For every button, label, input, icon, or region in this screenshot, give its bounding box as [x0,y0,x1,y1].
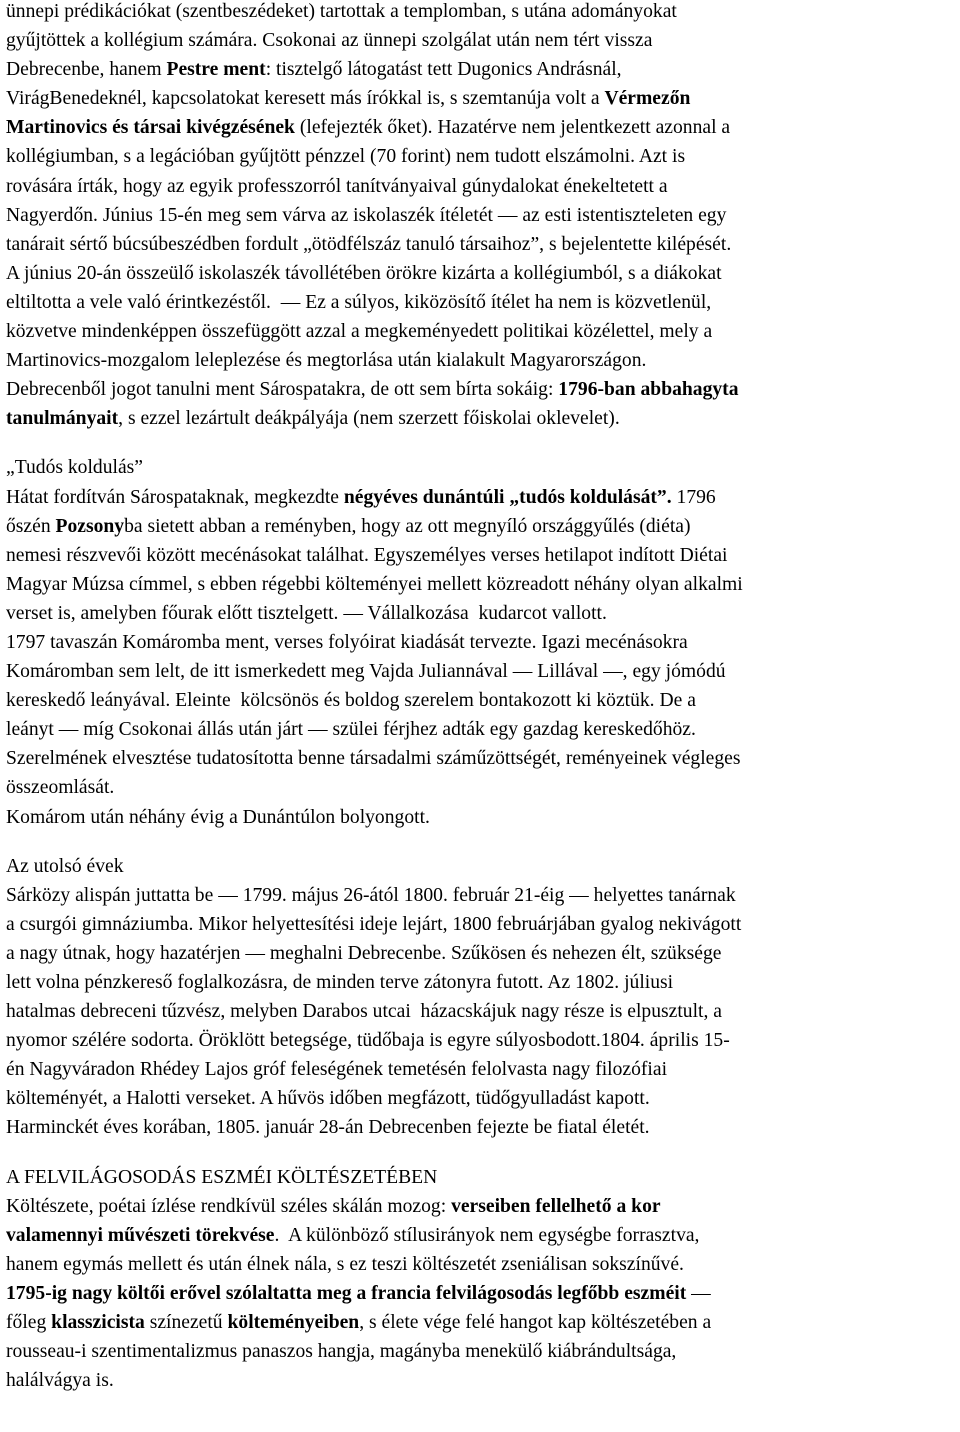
text-run: . A különböző stílusirányok nem egységbe forrasztva, [274,1224,700,1246]
bold-text: valamennyi művészeti törekvése [6,1224,275,1246]
text-line: Komárom után néhány évig a Dunántúlon bolyongott. [6,806,430,828]
text-line: leányt ― míg Csokonai állás után járt ― szülei férjhez adták egy gazdag kereskedőhöz. [6,719,696,741]
text-line: A június 20-án összeülő iskolaszék távollétében örökre kizárta a kollégiumból, s a diákokat [6,262,722,284]
text-line: rousseau-i szentimentalizmus panaszos hangja, magányba menekülő kiábrándultsága, [6,1341,677,1363]
bold-text: költeményeiben [227,1312,360,1334]
text-line [6,1221,948,1250]
section-tudos-koldulas [6,453,948,831]
text-line: gyűjtöttek a kollégium számára. Csokonai az ünnepi szolgálat után nem tért vissza [6,30,653,52]
text-line: nemesi részvevői között mecénásokat találhat. Egyszemélyes verses hetilapot indított Diétai [6,544,728,566]
bold-text: Martinovics és társai kivégzésének [6,117,295,139]
section-heading: A FELVILÁGOSODÁS ESZMÉI KÖLTÉSZETÉBEN [6,1166,438,1188]
text-run: Debrecenből jogot tanulni ment Sárospatakra, de ott sem bírta sokáig: [6,379,559,401]
text-line: 1797 tavaszán Komáromba ment, verses folyóirat kiadását tervezte. Igazi mecénásokra [6,631,688,653]
text-line: Harminckét éves korában, 1805. január 28-án Debrecenben fejezte be fiatal életét. [6,1117,650,1139]
paragraph-legacio [6,0,948,433]
text-line: halálvágya is. [6,1370,114,1392]
section-heading: „Tudós koldulás” [6,457,143,479]
paragraph-spacer [6,832,948,852]
text-line: verset is, amelyben főurak előtt tisztelgett. ― Vállalkozása kudarcot vallott. [6,602,607,624]
text-line: rovására írták, hogy az egyik professzorról tanítványaival gúnydalokat énekeltetett a [6,175,668,197]
text-line: kollégiumban, s a legációban gyűjtött pénzzel (70 forint) nem tudott elszámolni. Azt is [6,146,686,168]
text-line [6,113,948,142]
text-run: , s ezzel lezártult deákpályája (nem szerzett főiskolai oklevelet). [118,408,620,430]
text-line: összeomlását. [6,777,115,799]
section-felvilagosodas [6,1163,948,1396]
text-line: ünnepi prédikációkat (szentbeszédeket) tartottak a templomban, s utána adományokat [6,1,677,22]
section-heading: Az utolsó évek [6,855,124,877]
text-run: , s élete vége felé hangot kap költészetében a [359,1312,712,1334]
bold-text: Vérmezőn [604,88,691,110]
text-run: (lefejezték őket). Hazatérve nem jelentkezett azonnal a [294,117,731,139]
bold-text: Pozsony [55,515,125,537]
text-run: Debrecenbe, hanem [6,59,167,81]
text-line [6,84,948,113]
bold-text: 1795-ig nagy költői erővel szólaltatta meg a francia felvilágosodás legfőbb eszméit [6,1282,687,1304]
text-run: színezetű [144,1312,228,1334]
text-line: kereskedő leányával. Eleinte kölcsönös és boldog szerelem bontakozott ki köztük. De a [6,690,696,712]
text-line [6,375,948,404]
bold-text: tanulmányait [6,408,119,430]
text-line: lett volna pénzkereső foglalkozásra, de minden terve zátonyra futott. Az 1802. júliusi [6,972,674,993]
text-line: nyomor szélére sodorta. Öröklött betegsége, tüdőbaja is egyre súlyosbodott.1804. április 15- [6,1030,730,1052]
bold-text: négyéves dunántúli „tudós koldulását”. [343,486,672,508]
text-line [6,512,948,541]
text-run: Hátat fordítván Sárospataknak, megkezdte [6,486,344,508]
text-line: a nagy útnak, hogy hazatérjen ― meghalni Debrecenbe. Szűkösen és nehezen élt, szüksége [6,942,722,964]
text-line [6,1192,948,1221]
bold-text: verseiben fellelhető a kor [451,1195,661,1217]
text-line: hatalmas debreceni tűzvész, melyben Darabos utcai házacskájuk nagy része is elpusztult, a [6,1001,722,1023]
text-line: a csurgói gimnáziumba. Mikor helyettesítési ideje lejárt, 1800 februárjában gyalog nekivágott [6,913,742,935]
text-run: 1796 [671,486,716,508]
text-run: őszén [6,515,56,537]
text-line [6,483,948,512]
text-line: Szerelmének elvesztése tudatosította benne társadalmi száműzöttségét, reményeinek végleges [6,748,741,770]
text-line: Martinovics-mozgalom leleplezése és megtorlása után kialakult Magyarországon. [6,350,647,372]
text-line: költeményét, a Halotti verseket. A hűvös időben megfázott, tüdőgyulladást kapott. [6,1088,650,1110]
paragraph-spacer [6,1143,948,1163]
text-run: ba sietett abban a reményben, hogy az ott megnyíló országgyűlés (diéta) [124,515,691,537]
text-line: Magyar Múzsa címmel, s ebben régebbi költeményei mellett közreadott néhány olyan alkalmi [6,573,743,595]
text-line: közvetve mindenképpen összefüggött azzal a megkeményedett politikai közélettel, mely a [6,321,713,343]
bold-text: 1796-ban abbahagyta [558,379,739,401]
text-line: tanárait sértő búcsúbeszédben fordult „ötödfélszáz tanuló társaihoz”, s bejelentette kilépését. [6,233,732,255]
text-run: főleg [6,1312,52,1334]
paragraph-spacer [6,433,948,453]
text-line [6,404,948,433]
text-line [6,1308,948,1337]
text-line: hanem egymás mellett és után élnek nála, s ez teszi költészetét zseniálisan sokszínűvé. [6,1253,684,1275]
text-run: Költészete, poétai ízlése rendkívül széles skálán mozog: [6,1195,452,1217]
text-run: ― [686,1282,711,1304]
text-run: VirágBenedeknél, kapcsolatokat keresett más írókkal is, s szemtanúja volt a [6,88,605,110]
text-run: : tisztelgő látogatást tett Dugonics Andrásnál, [265,59,622,81]
text-line: Komáromban sem lelt, de itt ismerkedett meg Vajda Juliannával ― Lillával ―, egy jómódú [6,661,726,683]
text-line: én Nagyváradon Rhédey Lajos gróf feleségének temetésén felolvasta nagy filozófiai [6,1059,668,1081]
bold-text: Pestre ment [166,59,266,81]
text-line: eltiltotta a vele való érintkezéstől. ― Ez a súlyos, kiközösítő ítélet ha nem is közvetlenül, [6,291,712,313]
text-line: Nagyerdőn. Június 15-én meg sem várva az iskolaszék ítéletét ― az esti istentiszteleten egy [6,204,727,226]
section-utolso-evek [6,852,948,1143]
text-line: Sárközy alispán juttatta be ― 1799. május 26-ától 1800. február 21-éig ― helyettes tanárnak [6,884,736,906]
text-line [6,55,948,84]
bold-text: klasszicista [51,1312,145,1334]
text-line [6,1279,948,1308]
